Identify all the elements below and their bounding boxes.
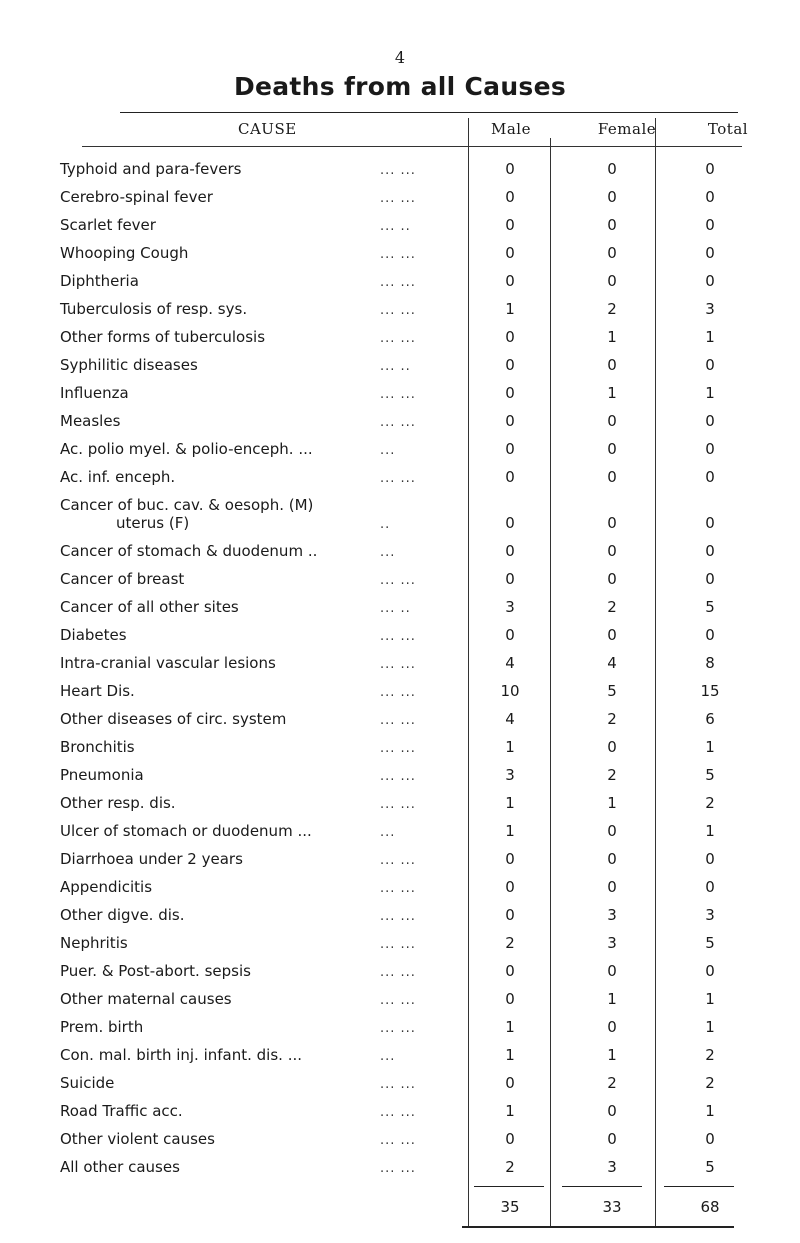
total-count: 8 [705, 654, 715, 672]
total-male: 35 [500, 1198, 520, 1216]
leader-dots: ... ... [380, 1021, 416, 1036]
totals-row [0, 1196, 800, 1220]
table-row [0, 844, 800, 872]
male-count: 0 [505, 514, 515, 532]
leader-dots: ... ... [380, 993, 416, 1008]
female-count: 0 [607, 1130, 617, 1148]
female-count: 2 [607, 300, 617, 318]
female-count: 0 [607, 1102, 617, 1120]
table-row [0, 956, 800, 984]
cause-text: Other diseases of circ. system [60, 710, 287, 728]
male-count: 1 [505, 1102, 515, 1120]
leader-dots: ... ... [380, 965, 416, 980]
leader-dots: ... .. [380, 601, 411, 616]
bottom-rule [462, 1226, 734, 1228]
male-count: 0 [505, 356, 515, 374]
leader-dots: ... [380, 545, 396, 560]
female-count: 0 [607, 216, 617, 234]
header-rule [82, 146, 742, 147]
table-row [0, 1068, 800, 1096]
male-count: 10 [500, 682, 520, 700]
title-rule [120, 112, 738, 113]
total-count: 0 [705, 468, 715, 486]
table-row [0, 154, 800, 182]
leader-dots: ... ... [380, 685, 416, 700]
leader-dots: ... ... [380, 247, 416, 262]
leader-dots: ... ... [380, 573, 416, 588]
total-count: 0 [705, 1130, 715, 1148]
male-count: 0 [505, 384, 515, 402]
male-count: 1 [505, 300, 515, 318]
total-count: 1 [705, 1018, 715, 1036]
female-count: 1 [607, 328, 617, 346]
total-count: 1 [705, 822, 715, 840]
male-count: 0 [505, 272, 515, 290]
cause-text: Ulcer of stomach or duodenum ... [60, 822, 312, 840]
leader-dots: ... ... [380, 163, 416, 178]
table-row [0, 210, 800, 238]
male-count: 0 [505, 570, 515, 588]
total-count: 0 [705, 356, 715, 374]
male-count: 1 [505, 1018, 515, 1036]
female-count: 0 [607, 738, 617, 756]
page-number: 4 [394, 48, 406, 67]
female-count: 2 [607, 766, 617, 784]
cause-text: Cancer of all other sites [60, 598, 239, 616]
leader-dots: ... [380, 825, 396, 840]
male-count: 1 [505, 822, 515, 840]
male-count: 0 [505, 1130, 515, 1148]
total-count: 5 [705, 766, 715, 784]
male-count: 4 [505, 710, 515, 728]
total-count: 1 [705, 1102, 715, 1120]
leader-dots: ... ... [380, 191, 416, 206]
cause-text: Bronchitis [60, 738, 135, 756]
male-count: 0 [505, 962, 515, 980]
female-count: 1 [607, 794, 617, 812]
total-all: 68 [700, 1198, 720, 1216]
female-count: 3 [607, 934, 617, 952]
female-count: 2 [607, 1074, 617, 1092]
leader-dots: ... ... [380, 769, 416, 784]
total-count: 1 [705, 990, 715, 1008]
total-count: 0 [705, 272, 715, 290]
total-count: 2 [705, 1046, 715, 1064]
cause-text: All other causes [60, 1158, 180, 1176]
total-rule-male [474, 1186, 544, 1187]
leader-dots: ... ... [380, 937, 416, 952]
table-row [0, 620, 800, 648]
female-count: 0 [607, 626, 617, 644]
total-count: 3 [705, 906, 715, 924]
male-count: 0 [505, 188, 515, 206]
cause-text: Prem. birth [60, 1018, 144, 1036]
table-row [0, 182, 800, 210]
male-count: 0 [505, 906, 515, 924]
cause-text: Nephritis [60, 934, 128, 952]
cause-text: Ac. polio myel. & polio-enceph. ... [60, 440, 313, 458]
table-row [0, 1124, 800, 1152]
leader-dots: ... [380, 1049, 396, 1064]
male-count: 2 [505, 934, 515, 952]
female-count: 0 [607, 542, 617, 560]
leader-dots: ... ... [380, 1077, 416, 1092]
female-count: 0 [607, 570, 617, 588]
table-row [0, 704, 800, 732]
male-count: 0 [505, 626, 515, 644]
male-count: 4 [505, 654, 515, 672]
total-count: 1 [705, 738, 715, 756]
male-count: 1 [505, 1046, 515, 1064]
female-count: 2 [607, 598, 617, 616]
cause-text: Other maternal causes [60, 990, 232, 1008]
cause-text: Other digve. dis. [60, 906, 185, 924]
page-title: Deaths from all Causes [233, 72, 567, 101]
total-rule-female [562, 1186, 642, 1187]
header-male: Male [491, 120, 531, 138]
total-count: 3 [705, 300, 715, 318]
cause-text: Cancer of stomach & duodenum .. [60, 542, 318, 560]
total-count: 1 [705, 328, 715, 346]
male-count: 3 [505, 598, 515, 616]
cause-text: Diabetes [60, 626, 127, 644]
cause-text: Typhoid and para-fevers [60, 160, 242, 178]
male-count: 0 [505, 160, 515, 178]
female-count: 0 [607, 244, 617, 262]
cause-text: Suicide [60, 1074, 115, 1092]
table-row [0, 872, 800, 900]
table-row [0, 406, 800, 434]
leader-dots: ... ... [380, 797, 416, 812]
table-row [0, 564, 800, 592]
leader-dots: ... .. [380, 219, 411, 234]
cause-text: Intra-cranial vascular lesions [60, 654, 276, 672]
male-count: 1 [505, 738, 515, 756]
total-count: 0 [705, 542, 715, 560]
male-count: 0 [505, 990, 515, 1008]
total-count: 0 [705, 570, 715, 588]
total-count: 0 [705, 878, 715, 896]
total-count: 0 [705, 626, 715, 644]
table-row [0, 350, 800, 378]
female-count: 1 [607, 990, 617, 1008]
table-row [0, 322, 800, 350]
male-count: 3 [505, 766, 515, 784]
leader-dots: ... ... [380, 909, 416, 924]
male-count: 0 [505, 878, 515, 896]
female-count: 0 [607, 272, 617, 290]
cause-text: Other resp. dis. [60, 794, 176, 812]
leader-dots: ... ... [380, 657, 416, 672]
total-count: 5 [705, 1158, 715, 1176]
female-count: 3 [607, 906, 617, 924]
table-row [0, 592, 800, 620]
leader-dots: .. [380, 517, 391, 532]
table-body [0, 154, 800, 1180]
leader-dots: ... .. [380, 359, 411, 374]
male-count: 2 [505, 1158, 515, 1176]
total-count: 0 [705, 514, 715, 532]
total-count: 0 [705, 160, 715, 178]
cause-text: Con. mal. birth inj. infant. dis. ... [60, 1046, 303, 1064]
total-rule-total [664, 1186, 734, 1187]
table-row [0, 1152, 800, 1180]
leader-dots: ... ... [380, 713, 416, 728]
leader-dots: ... ... [380, 741, 416, 756]
total-count: 15 [700, 682, 720, 700]
total-count: 0 [705, 962, 715, 980]
leader-dots: ... ... [380, 303, 416, 318]
female-count: 0 [607, 962, 617, 980]
leader-dots: ... ... [380, 1161, 416, 1176]
male-count: 0 [505, 328, 515, 346]
male-count: 0 [505, 850, 515, 868]
female-count: 0 [607, 514, 617, 532]
total-count: 2 [705, 794, 715, 812]
total-count: 1 [705, 384, 715, 402]
total-count: 0 [705, 244, 715, 262]
leader-dots: ... ... [380, 275, 416, 290]
table-row [0, 238, 800, 266]
cause-text: Cerebro-spinal fever [60, 188, 213, 206]
male-count: 1 [505, 794, 515, 812]
cause-text: Puer. & Post-abort. sepsis [60, 962, 251, 980]
total-count: 6 [705, 710, 715, 728]
leader-dots: ... ... [380, 1133, 416, 1148]
leader-dots: ... ... [380, 471, 416, 486]
female-count: 0 [607, 412, 617, 430]
total-count: 0 [705, 850, 715, 868]
cause-text: Other forms of tuberculosis [60, 328, 266, 346]
total-count: 5 [705, 934, 715, 952]
table-row [0, 1096, 800, 1124]
cause-text: Heart Dis. [60, 682, 135, 700]
header-female: Female [597, 120, 657, 138]
cause-text: Ac. inf. enceph. [60, 468, 176, 486]
table-header [0, 120, 800, 146]
cause-text: Cancer of breast [60, 570, 185, 588]
table-row [0, 928, 800, 956]
table-row [0, 378, 800, 406]
table-row [0, 1012, 800, 1040]
female-count: 2 [607, 710, 617, 728]
table-row [0, 900, 800, 928]
female-count: 1 [607, 1046, 617, 1064]
leader-dots: ... ... [380, 387, 416, 402]
male-count: 0 [505, 440, 515, 458]
cause-text: Whooping Cough [60, 244, 189, 262]
total-count: 0 [705, 188, 715, 206]
female-count: 0 [607, 160, 617, 178]
cause-text-continued: uterus (F) [116, 514, 190, 532]
leader-dots: ... ... [380, 853, 416, 868]
table-row [0, 760, 800, 788]
total-female: 33 [602, 1198, 622, 1216]
cause-text: Diphtheria [60, 272, 139, 290]
table-row [0, 676, 800, 704]
female-count: 0 [607, 440, 617, 458]
cause-text: Road Traffic acc. [60, 1102, 183, 1120]
table-row [0, 732, 800, 760]
cause-text: Cancer of buc. cav. & oesoph. (M) [60, 496, 314, 514]
cause-text: Other violent causes [60, 1130, 215, 1148]
table-row [0, 536, 800, 564]
female-count: 0 [607, 356, 617, 374]
table-row [0, 490, 800, 536]
total-count: 0 [705, 412, 715, 430]
male-count: 0 [505, 244, 515, 262]
female-count: 0 [607, 850, 617, 868]
female-count: 0 [607, 188, 617, 206]
female-count: 3 [607, 1158, 617, 1176]
male-count: 0 [505, 1074, 515, 1092]
cause-text: Tuberculosis of resp. sys. [60, 300, 248, 318]
table-row [0, 648, 800, 676]
leader-dots: ... ... [380, 331, 416, 346]
total-count: 0 [705, 440, 715, 458]
table-row [0, 816, 800, 844]
total-count: 5 [705, 598, 715, 616]
cause-text: Scarlet fever [60, 216, 156, 234]
cause-text: Influenza [60, 384, 129, 402]
cause-text: Diarrhoea under 2 years [60, 850, 243, 868]
cause-text: Measles [60, 412, 121, 430]
female-count: 0 [607, 822, 617, 840]
leader-dots: ... [380, 443, 396, 458]
cause-text: Pneumonia [60, 766, 144, 784]
table-row [0, 462, 800, 490]
cause-text: Syphilitic diseases [60, 356, 198, 374]
table-row [0, 266, 800, 294]
female-count: 4 [607, 654, 617, 672]
table-row [0, 788, 800, 816]
header-total: Total [707, 120, 749, 138]
male-count: 0 [505, 468, 515, 486]
leader-dots: ... ... [380, 1105, 416, 1120]
table-row [0, 294, 800, 322]
female-count: 0 [607, 878, 617, 896]
male-count: 0 [505, 542, 515, 560]
table-row [0, 1040, 800, 1068]
leader-dots: ... ... [380, 881, 416, 896]
female-count: 1 [607, 384, 617, 402]
table-row [0, 434, 800, 462]
total-count: 0 [705, 216, 715, 234]
cause-text: Appendicitis [60, 878, 153, 896]
female-count: 0 [607, 1018, 617, 1036]
female-count: 0 [607, 468, 617, 486]
female-count: 5 [607, 682, 617, 700]
male-count: 0 [505, 216, 515, 234]
male-count: 0 [505, 412, 515, 430]
table-row [0, 984, 800, 1012]
leader-dots: ... ... [380, 629, 416, 644]
total-count: 2 [705, 1074, 715, 1092]
leader-dots: ... ... [380, 415, 416, 430]
header-cause: CAUSE [238, 120, 297, 138]
